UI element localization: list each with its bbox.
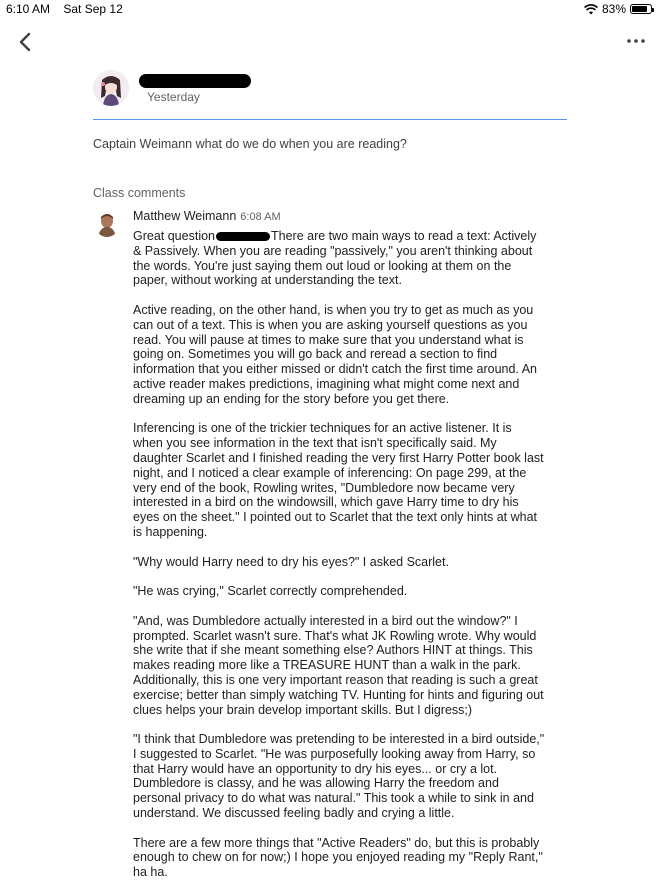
avatar-photo-icon — [95, 211, 119, 237]
chevron-left-icon — [12, 28, 40, 56]
post-text: Captain Weimann what do we do when you are reading? — [93, 137, 407, 151]
battery-percent: 83% — [601, 2, 626, 16]
comment-author: Matthew Weimann — [133, 209, 237, 223]
more-options-button[interactable] — [626, 34, 646, 48]
wifi-icon — [584, 4, 598, 15]
status-time: 6:10 AM — [6, 2, 51, 16]
comment-paragraph: "Why would Harry need to dry his eyes?" I asked Scarlet. — [133, 554, 449, 569]
comment-body — [133, 229, 545, 895]
more-horizontal-icon — [626, 34, 646, 48]
status-left — [6, 2, 133, 16]
comment-paragraph: There are a few more things that "Active Readers" do, but this is probably enough to chew on for now;) I hope you enjoyed reading my "Reply Rant," ha ha. — [133, 835, 543, 880]
battery-fill — [632, 6, 647, 12]
avatar[interactable] — [93, 70, 129, 106]
avatar-anime-icon — [93, 70, 129, 106]
post-header — [93, 70, 567, 122]
status-date: Sat Sep 12 — [63, 2, 123, 16]
author-name-redaction — [139, 74, 251, 88]
comment-paragraph: "And, was Dumbledore actually interested in a bird out the window?" I prompted. Scarlet wasn't sure. That's what JK Rowling wrote. Why would she write that if she meant something else? Authors HINT at things. This makes reading more like a TREASURE HUNT than a walk in the park. Additionally, this is one very important reason that reading is such a great exercise; better than simply watching TV. Hunting for hints and figuring out clues helps your brain develop important skills. But I digress;) — [133, 613, 544, 717]
comment-header — [133, 209, 281, 223]
comment-paragraph: Inferencing is one of the trickier techniques for an active listener. It is when you see information in the text that isn't specifically said. My daughter Scarlet and I finished reading the very first Harry Potter book last night, and I noticed a clear example of inferencing: On page 299, at the very end of the book, Rowling writes, "Dumbledore now became very interested in a bird on the windowsill, which gave Harry time to dry his eyes on the sheet." I pointed out to Scarlet that the text only hints at what is happening. — [133, 421, 544, 539]
post-divider — [93, 119, 567, 120]
status-right — [584, 2, 652, 16]
comment-paragraph — [133, 229, 545, 288]
recipient-name-redaction — [216, 232, 270, 241]
comment-paragraph: Active reading, on the other hand, is when you try to get as much as you can out of a text. This is when you are asking yourself questions as you read. You will pause at times to make sure that you understand what is going on. Sometimes you will go back and reread a section to find information that you either missed or didn't catch the first time around. An active reader makes predictions, imagining what might come next and dreaming up an ending for the story before you get there. — [133, 302, 537, 406]
post-date: Yesterday — [147, 90, 200, 104]
class-comments-heading: Class comments — [93, 186, 186, 200]
comment-time: 6:08 AM — [240, 211, 281, 223]
comment-paragraph: "He was crying," Scarlet correctly comprehended. — [133, 584, 408, 599]
battery-icon — [630, 4, 652, 14]
comment-paragraph: "I think that Dumbledore was pretending to be interested in a bird outside," I suggested to Scarlet. "He was purposefully looking away from Harry, so that Harry would have an opportunity to dry his eyes... or cry a lot. Dumbledore is classy, and he was allowing Harry the freedom and personal privacy to do what was natural." This took a while to sink in and understand. We discussed feeling badly and crying a little. — [133, 732, 545, 821]
comment-greeting: Great question — [133, 229, 215, 243]
back-button[interactable] — [12, 28, 40, 56]
status-bar — [0, 0, 660, 18]
comment-paragraph-text: There are two main ways to read a text: Actively & Passively. When you are reading "passively," you aren't thinking about the words. You're just saying them out loud or looking at them on the paper, without working at understanding the text. — [133, 229, 537, 288]
comment-avatar[interactable] — [95, 211, 119, 237]
